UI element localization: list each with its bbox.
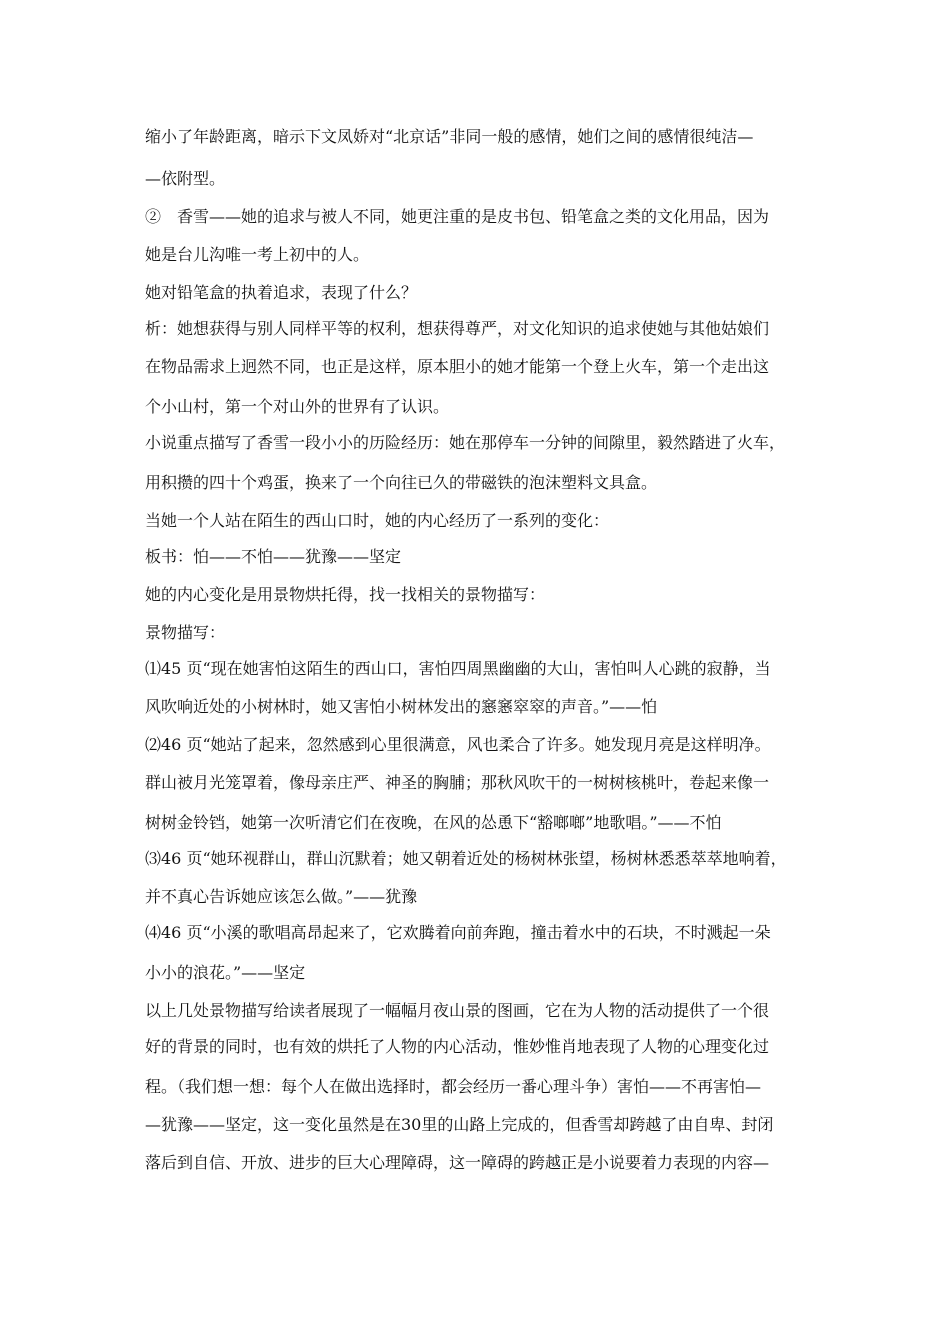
text-line: —依附型。 xyxy=(145,169,226,188)
text-line: 她是台儿沟唯一考上初中的人。 xyxy=(145,245,370,264)
text-line: 并不真心告诉她应该怎么做。”——犹豫 xyxy=(145,887,418,906)
text-line: 她的内心变化是用景物烘托得，找一找相关的景物描写： xyxy=(145,585,546,604)
text-line: 树树金铃铛，她第一次听清它们在夜晚，在风的怂恿下“豁啷啷”地歌唱。”——不怕 xyxy=(145,813,722,832)
text-line: 她对铅笔盒的执着追求，表现了什么？ xyxy=(145,283,418,302)
text-line: 板书：怕——不怕——犹豫——坚定 xyxy=(145,547,402,566)
text-line: 在物品需求上迥然不同，也正是这样，原本胆小的她才能第一个登上火车，第一个走出这 xyxy=(145,357,770,376)
text-line: 缩小了年龄距离，暗示下文凤娇对“北京话”非同一般的感情，她们之间的感情很纯洁— xyxy=(145,127,754,146)
text-line: 当她一个人站在陌生的西山口时，她的内心经历了一系列的变化： xyxy=(145,511,610,530)
text-line: ② 香雪——她的追求与被人不同，她更注重的是皮书包、铅笔盒之类的文化用品，因为 xyxy=(145,207,770,226)
text-line: 程。（我们想一想：每个人在做出选择时，都会经历一番心理斗争）害怕——不再害怕— xyxy=(145,1077,762,1096)
text-line: 风吹响近处的小树林时，她又害怕小树林发出的窸窸窣窣的声音。”——怕 xyxy=(145,697,658,716)
text-line: 以上几处景物描写给读者展现了一幅幅月夜山景的图画，它在为人物的活动提供了一个很 xyxy=(145,1001,770,1020)
text-line: 小小的浪花。”——坚定 xyxy=(145,963,306,982)
text-line: ⑷46 页“小溪的歌唱高昂起来了，它欢腾着向前奔跑，撞击着水中的石块，不时溅起一朵 xyxy=(145,923,771,942)
text-line: ⑶46 页“她环视群山，群山沉默着；她又朝着近处的杨树林张望，杨树林悉悉萃萃地响着， xyxy=(145,849,787,868)
text-line: ⑴45 页“现在她害怕这陌生的西山口，害怕四周黑幽幽的大山，害怕叫人心跳的寂静，当 xyxy=(145,659,771,678)
text-line: 用积攒的四十个鸡蛋，换来了一个向往已久的带磁铁的泡沫塑料文具盒。 xyxy=(145,473,658,492)
text-line: —犹豫——坚定，这一变化虽然是在30里的山路上完成的，但香雪却跨越了由自卑、封闭 xyxy=(145,1115,774,1134)
text-line: 落后到自信、开放、进步的巨大心理障碍，这一障碍的跨越正是小说要着力表现的内容— xyxy=(145,1153,770,1172)
text-line: 小说重点描写了香雪一段小小的历险经历：她在那停车一分钟的间隙里，毅然踏进了火车， xyxy=(145,433,786,452)
text-line: ⑵46 页“她站了起来，忽然感到心里很满意，风也柔合了许多。她发现月亮是这样明净。 xyxy=(145,735,771,754)
text-line: 析：她想获得与别人同样平等的权利，想获得尊严，对文化知识的追求使她与其他姑娘们 xyxy=(145,319,770,338)
text-line: 个小山村，第一个对山外的世界有了认识。 xyxy=(145,397,450,416)
text-line: 群山被月光笼罩着，像母亲庄严、神圣的胸脯；那秋风吹干的一树树核桃叶，卷起来像一 xyxy=(145,773,770,792)
text-line: 景物描写： xyxy=(145,623,226,642)
text-line: 好的背景的同时，也有效的烘托了人物的内心活动，惟妙惟肖地表现了人物的心理变化过 xyxy=(145,1037,770,1056)
